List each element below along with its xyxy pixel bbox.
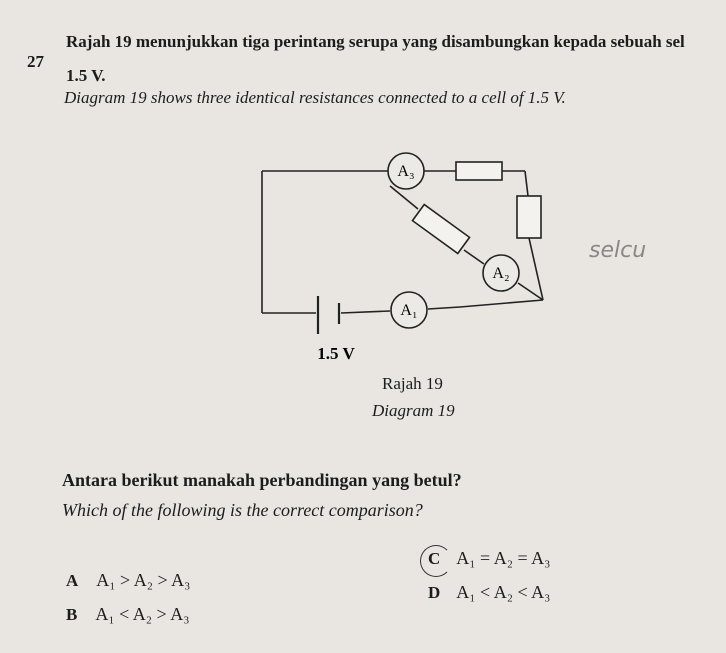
option-d[interactable] — [428, 582, 550, 603]
wire-bottom-right-b — [460, 300, 543, 307]
option-b-text: A₁ < A₂ > A₃ — [95, 604, 190, 624]
wire-bottom-right-a — [428, 307, 460, 309]
ammeter-a2-label: A₂ — [492, 265, 510, 282]
question-text-english: Diagram 19 shows three identical resistances connected to a cell of 1.5 V. — [64, 88, 566, 107]
ammeter-a1-label: A₁ — [400, 302, 418, 319]
option-c[interactable] — [428, 548, 550, 569]
option-c-letter: C — [428, 549, 441, 568]
question-text-malay: Rajah 19 menunjukkan tiga perintang serupa yang disambungkan kepada sebuah sel — [66, 32, 685, 51]
handwritten-note: selcu — [589, 238, 647, 263]
prompt-malay: Antara berikut manakah perbandingan yang betul? — [62, 470, 462, 490]
option-a-text: A₁ > A₂ > A₃ — [96, 570, 191, 590]
option-a-letter: A — [66, 571, 79, 590]
wire-bottom-mid — [341, 311, 390, 313]
wire-right-lower — [529, 238, 543, 300]
option-a[interactable] — [66, 570, 190, 591]
diagram-caption-english: Diagram 19 — [372, 401, 455, 420]
prompt-english: Which of the following is the correct comparison? — [62, 500, 423, 520]
option-b[interactable] — [66, 604, 189, 625]
diagram-caption-malay: Rajah 19 — [382, 374, 443, 393]
option-c-text: A₁ = A₂ = A₃ — [456, 548, 551, 568]
ammeter-a3-label: A₃ — [397, 163, 415, 180]
wire-right-upper — [525, 171, 528, 196]
option-d-text: A₁ < A₂ < A₃ — [456, 582, 551, 602]
resistor-right — [517, 196, 541, 238]
resistor-top — [456, 162, 502, 180]
question-text-malay-cont: 1.5 V. — [66, 66, 106, 85]
resistor-diagonal — [412, 204, 469, 253]
question-number: 27 — [27, 52, 44, 71]
wire-diagonal-mid — [464, 250, 484, 264]
option-b-letter: B — [66, 605, 78, 624]
option-d-letter: D — [428, 583, 441, 602]
cell-voltage-label: 1.5 V — [317, 344, 355, 363]
